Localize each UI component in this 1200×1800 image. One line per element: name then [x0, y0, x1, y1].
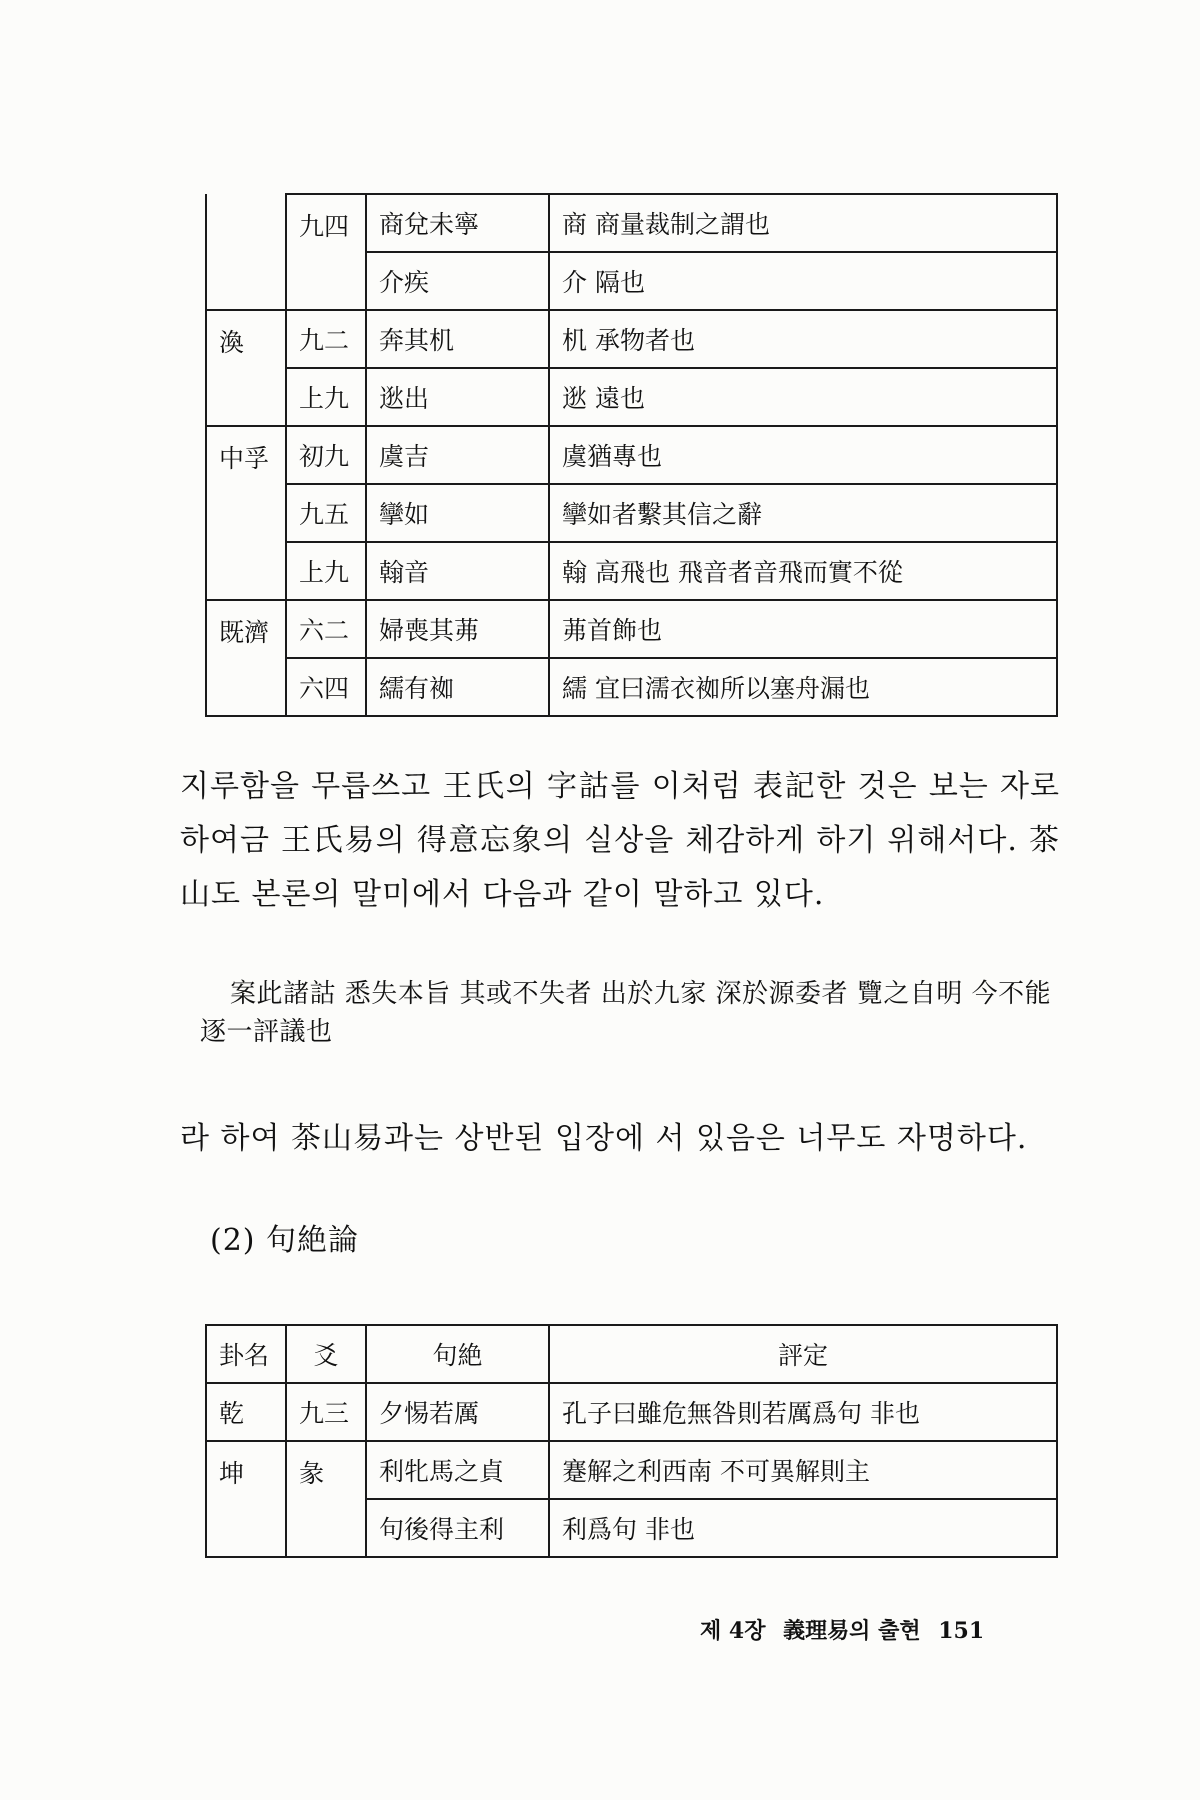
- header-cell: 評定: [549, 1325, 1057, 1383]
- line-cell: 六四: [286, 658, 366, 716]
- header-cell: 句絶: [366, 1325, 549, 1383]
- line-cell: 六二: [286, 600, 366, 658]
- line-cell: 九三: [286, 1383, 366, 1441]
- glossary-table: [205, 193, 1058, 717]
- hexagram-cell: 中孚: [206, 426, 286, 600]
- table-row: [206, 194, 1057, 252]
- phrase-cell: 介疾: [366, 252, 549, 310]
- phrase-cell: 虞吉: [366, 426, 549, 484]
- gloss-cell: 介 隔也: [549, 252, 1057, 310]
- table-row: [206, 484, 1057, 542]
- hexagram-cell: [206, 194, 286, 310]
- table-row: [206, 426, 1057, 484]
- line-cell: 上九: [286, 542, 366, 600]
- table-row: [206, 658, 1057, 716]
- gloss-cell: 茀首飾也: [549, 600, 1057, 658]
- gloss-cell: 利爲句 非也: [549, 1499, 1057, 1557]
- gloss-cell: 孔子曰雖危無咎則若厲爲句 非也: [549, 1383, 1057, 1441]
- hexagram-cell: 坤: [206, 1441, 286, 1557]
- gloss-cell: 繻 宜曰濡衣袽所以塞舟漏也: [549, 658, 1057, 716]
- phrase-cell: 奔其机: [366, 310, 549, 368]
- gloss-cell: 逖 遠也: [549, 368, 1057, 426]
- phrase-cell: 翰音: [366, 542, 549, 600]
- table-row: [206, 1383, 1057, 1441]
- table-row: [206, 368, 1057, 426]
- table-row: [206, 600, 1057, 658]
- chapter-label: 제 4장: [700, 1618, 766, 1644]
- gloss-cell: 商 商量裁制之謂也: [549, 194, 1057, 252]
- table-row: [206, 310, 1057, 368]
- line-cell: 初九: [286, 426, 366, 484]
- gloss-cell: 蹇解之利西南 不可異解則主: [549, 1441, 1057, 1499]
- table-row: [206, 1441, 1057, 1499]
- phrase-cell: 繻有袽: [366, 658, 549, 716]
- body-paragraph: 지루함을 무릅쓰고 王氏의 字詁를 이처럼 表記한 것은 보는 자로 하여금 王氏易의 得意忘象의 실상을 체감하게 하기 위해서다. 茶山도 본론의 말미에서 다음과 같이 말하고 있다.: [180, 769, 1060, 912]
- table-row: [206, 542, 1057, 600]
- line-cell: 九五: [286, 484, 366, 542]
- phrase-cell: 利牝馬之貞: [366, 1441, 549, 1499]
- hexagram-cell: 乾: [206, 1383, 286, 1441]
- block-quote: 案此諸詁 悉失本旨 其或不失者 出於九家 深於源委者 覽之自明 今不能逐一評議也: [200, 979, 1052, 1047]
- line-cell: 彖: [286, 1441, 366, 1557]
- gloss-cell: 虞猶專也: [549, 426, 1057, 484]
- chapter-title: 義理易의 출현: [783, 1618, 921, 1644]
- section-heading: (2) 句絶論: [210, 1223, 360, 1258]
- phrase-cell: 夕惕若厲: [366, 1383, 549, 1441]
- header-cell: 爻: [286, 1325, 366, 1383]
- table-header-row: [206, 1325, 1057, 1383]
- gloss-cell: 机 承物者也: [549, 310, 1057, 368]
- phrase-cell: 逖出: [366, 368, 549, 426]
- phrase-cell: 攣如: [366, 484, 549, 542]
- phrase-cell: 婦喪其茀: [366, 600, 549, 658]
- punctuation-table: [205, 1324, 1058, 1558]
- hexagram-cell: 渙: [206, 310, 286, 426]
- body-paragraph: 라 하여 茶山易과는 상반된 입장에 서 있음은 너무도 자명하다.: [180, 1121, 1028, 1156]
- page-number: 151: [938, 1618, 985, 1644]
- line-cell: 上九: [286, 368, 366, 426]
- phrase-cell: 商兌未寧: [366, 194, 549, 252]
- gloss-cell: 攣如者繫其信之辭: [549, 484, 1057, 542]
- header-cell: 卦名: [206, 1325, 286, 1383]
- line-cell: 九四: [286, 194, 366, 310]
- hexagram-cell: 既濟: [206, 600, 286, 716]
- running-footer: [700, 1614, 994, 1645]
- phrase-cell: 句後得主利: [366, 1499, 549, 1557]
- line-cell: 九二: [286, 310, 366, 368]
- gloss-cell: 翰 高飛也 飛音者音飛而實不從: [549, 542, 1057, 600]
